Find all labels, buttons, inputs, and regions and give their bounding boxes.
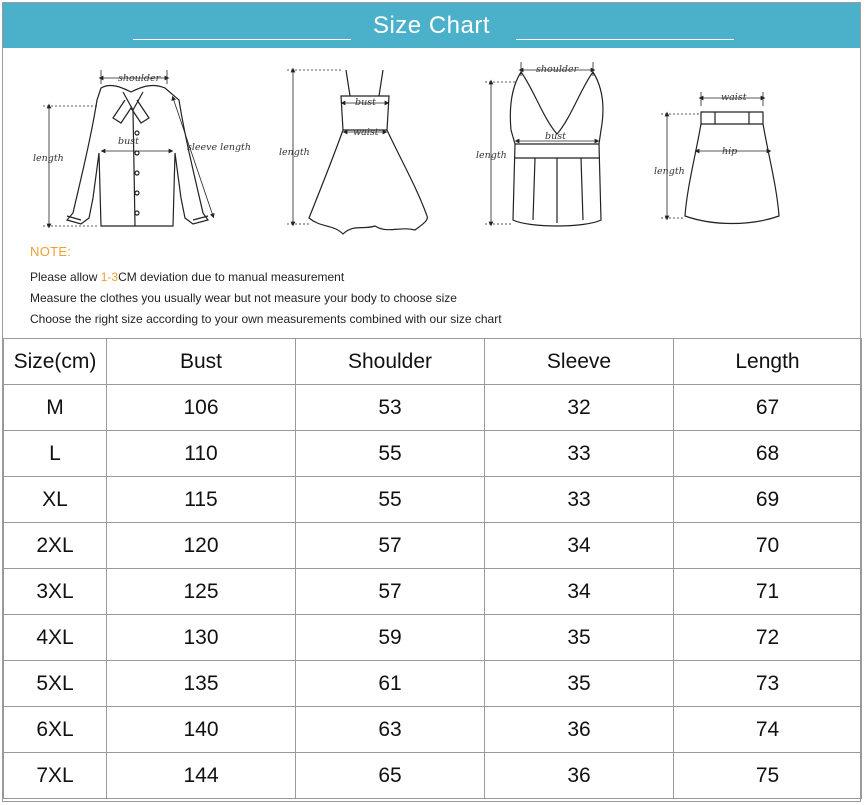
length-label-4: length	[654, 166, 685, 177]
size-chart-title: Size Chart	[372, 12, 491, 39]
cell-bust: 135	[107, 661, 296, 707]
measurement-illustrations	[3, 48, 860, 338]
table-row	[4, 753, 862, 799]
cell-bust: 144	[107, 753, 296, 799]
cell-bust: 125	[107, 569, 296, 615]
cell-size: 5XL	[4, 661, 107, 707]
note-line-1	[30, 270, 344, 284]
header-shoulder: Shoulder	[296, 339, 485, 385]
cell-bust: 106	[107, 385, 296, 431]
length-label-3: length	[476, 150, 507, 161]
cell-bust: 130	[107, 615, 296, 661]
cell-length: 75	[674, 753, 862, 799]
cell-length: 69	[674, 477, 862, 523]
cell-shoulder: 57	[296, 569, 485, 615]
cell-shoulder: 53	[296, 385, 485, 431]
note-line-1-before: Please allow	[30, 270, 101, 284]
cell-sleeve: 34	[485, 523, 674, 569]
bust-label-3: bust	[545, 131, 566, 142]
cell-sleeve: 35	[485, 661, 674, 707]
bust-label-1: bust	[118, 136, 139, 147]
cell-shoulder: 59	[296, 615, 485, 661]
size-table	[3, 338, 862, 799]
cell-shoulder: 55	[296, 477, 485, 523]
vest-top-diagram	[510, 72, 603, 226]
note-line-1-after: CM deviation due to manual measurement	[118, 270, 345, 284]
cell-shoulder: 57	[296, 523, 485, 569]
cell-sleeve: 32	[485, 385, 674, 431]
header-sleeve: Sleeve	[485, 339, 674, 385]
cell-sleeve: 35	[485, 615, 674, 661]
cell-bust: 140	[107, 707, 296, 753]
table-row	[4, 523, 862, 569]
cell-size: 7XL	[4, 753, 107, 799]
table-row	[4, 385, 862, 431]
header-bust: Bust	[107, 339, 296, 385]
table-row	[4, 661, 862, 707]
cell-shoulder: 65	[296, 753, 485, 799]
cell-size: 6XL	[4, 707, 107, 753]
header-size: Size(cm)	[4, 339, 107, 385]
bust-label-2: bust	[355, 97, 376, 108]
cell-sleeve: 33	[485, 431, 674, 477]
cell-length: 72	[674, 615, 862, 661]
note-line-2: Measure the clothes you usually wear but not measure your body to choose size	[30, 291, 457, 305]
table-header-row	[4, 339, 862, 385]
cell-length: 68	[674, 431, 862, 477]
table-row	[4, 477, 862, 523]
sleeve-length-label: sleeve length	[187, 142, 251, 153]
waist-label-1: waist	[353, 127, 379, 138]
cell-sleeve: 36	[485, 753, 674, 799]
table-row	[4, 431, 862, 477]
cell-bust: 120	[107, 523, 296, 569]
header-length: Length	[674, 339, 862, 385]
table-row	[4, 615, 862, 661]
cell-length: 67	[674, 385, 862, 431]
cell-bust: 115	[107, 477, 296, 523]
cell-size: XL	[4, 477, 107, 523]
table-row	[4, 569, 862, 615]
waist-label-2: waist	[721, 92, 747, 103]
dress-diagram	[309, 70, 427, 234]
cell-size: L	[4, 431, 107, 477]
cell-size: 4XL	[4, 615, 107, 661]
note-title: NOTE:	[30, 244, 72, 259]
cell-shoulder: 55	[296, 431, 485, 477]
cell-length: 74	[674, 707, 862, 753]
table-row	[4, 707, 862, 753]
cell-shoulder: 63	[296, 707, 485, 753]
length-label-2: length	[279, 147, 310, 158]
note-line-3: Choose the right size according to your own measurements combined with our size chart	[30, 312, 502, 326]
blouse-diagram	[67, 85, 208, 226]
cell-shoulder: 61	[296, 661, 485, 707]
cell-size: M	[4, 385, 107, 431]
cell-sleeve: 34	[485, 569, 674, 615]
cell-length: 73	[674, 661, 862, 707]
cell-size: 3XL	[4, 569, 107, 615]
skirt-diagram	[685, 112, 779, 224]
hip-label: hip	[722, 146, 738, 157]
cell-length: 70	[674, 523, 862, 569]
size-chart-banner	[3, 3, 860, 48]
cell-size: 2XL	[4, 523, 107, 569]
shoulder-label-2: shoulder	[536, 64, 579, 75]
length-label-1: length	[33, 153, 64, 164]
note-deviation-value: 1-3	[100, 270, 119, 284]
cell-bust: 110	[107, 431, 296, 477]
shoulder-label-1: shoulder	[118, 73, 161, 84]
cell-sleeve: 33	[485, 477, 674, 523]
cell-sleeve: 36	[485, 707, 674, 753]
cell-length: 71	[674, 569, 862, 615]
